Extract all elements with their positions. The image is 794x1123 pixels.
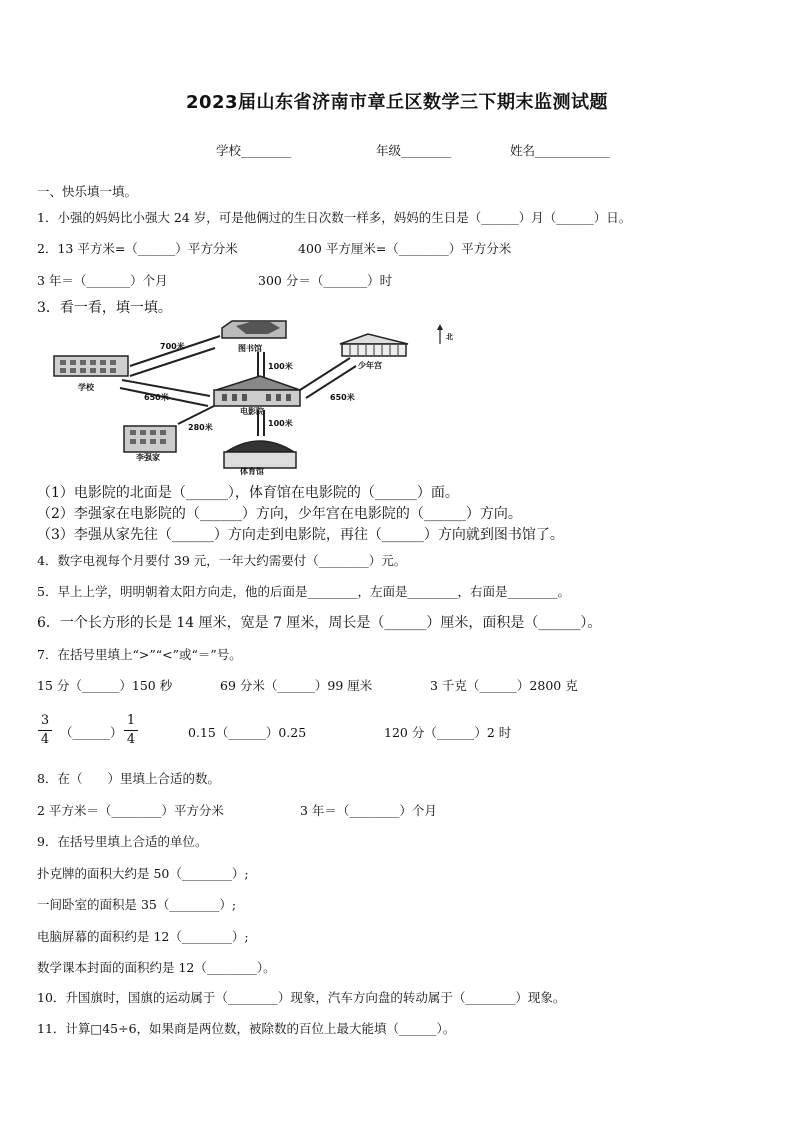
grade-field: 年级________ (376, 143, 452, 158)
fraction-compare-blank: （______） (60, 725, 123, 740)
distance-school-library: 700米 (160, 342, 185, 351)
map-diagram (50, 318, 470, 476)
question-5: 5．早上上学，明明朝着太阳方向走，他的后面是________，左面是________，右面是________。 (37, 584, 570, 599)
question-4: 4．数字电视每个月要付 39 元，一年大约需要付（________）元。 (37, 553, 407, 568)
question-7: 7．在括号里填上“>”“<”或“＝”号。 (37, 647, 242, 662)
question-10: 10．升国旗时，国旗的运动属于（________）现象，汽车方向盘的转动属于（________）现象。 (37, 990, 566, 1005)
question-8: 8．在（ ）里填上合适的数。 (37, 771, 220, 786)
fraction-left (38, 712, 52, 749)
fraction-right-numerator: 1 (124, 712, 138, 731)
question-3-2: （2）李强家在电影院的（______）方向，少年宫在电影院的（______）方向。 (37, 506, 522, 522)
map-label-youth-palace: 少年宫 (358, 361, 382, 370)
school-building-icon (54, 356, 128, 376)
school-field: 学校________ (216, 143, 292, 158)
question-9a: 扑克牌的面积大约是 50（________）; (37, 866, 249, 881)
fraction-left-denominator: 4 (40, 732, 50, 747)
question-7e: 0.15（______）0.25 (188, 725, 307, 740)
gym-building-icon (224, 441, 296, 468)
question-11: 11．计算□45÷6，如果商是两位数，被除数的百位上最大能填（______）。 (37, 1021, 456, 1036)
distance-school-cinema: 650米 (144, 393, 169, 402)
map-label-cinema: 电影院 (240, 407, 264, 416)
distance-cinema-gym: 100米 (268, 419, 293, 428)
north-arrow-icon (437, 324, 443, 344)
map-label-gym: 体育馆 (240, 467, 264, 476)
question-8a: 2 平方米＝（________）平方分米 (37, 803, 224, 818)
map-label-home: 李强家 (136, 453, 160, 462)
question-8b: 3 年＝（________）个月 (300, 803, 437, 818)
question-2d: 300 分＝（_______）时 (258, 273, 393, 288)
cinema-building-icon (214, 376, 300, 406)
fraction-right-denominator: 4 (126, 732, 136, 747)
question-7b: 69 分米（______）99 厘米 (220, 678, 373, 693)
question-6: 6．一个长方形的长是 14 厘米，宽是 7 厘米，周长是（______）厘米，面积是（______）。 (37, 615, 602, 631)
section-heading: 一、快乐填一填。 (37, 184, 138, 199)
map-label-school: 学校 (78, 383, 94, 392)
distance-home-cinema: 280米 (188, 423, 213, 432)
page-title: 2023届山东省济南市章丘区数学三下期末监测试题 (185, 92, 609, 113)
question-1: 1．小强的妈妈比小强大 24 岁，可是他俩过的生日次数一样多，妈妈的生日是（______）月（______）日。 (37, 210, 632, 225)
library-building-icon (222, 321, 286, 338)
name-field: 姓名____________ (510, 143, 611, 158)
north-label: 北 (446, 333, 453, 341)
distance-cinema-youth: 650米 (330, 393, 355, 402)
question-7c: 3 千克（______）2800 克 (430, 678, 578, 693)
distance-library-cinema: 100米 (268, 362, 293, 371)
youth-palace-building-icon (340, 334, 408, 356)
question-9d: 数学课本封面的面积约是 12（________）。 (37, 960, 276, 975)
question-9: 9．在括号里填上合适的单位。 (37, 834, 208, 849)
home-building-icon (124, 426, 176, 452)
question-9c: 电脑屏幕的面积约是 12（________）; (37, 929, 249, 944)
fraction-right (124, 712, 138, 749)
question-3: 3．看一看，填一填。 (37, 300, 172, 316)
fraction-left-numerator: 3 (38, 712, 52, 731)
question-2b: 400 平方厘米=（________）平方分米 (298, 241, 512, 256)
question-2c: 3 年＝（_______）个月 (37, 273, 168, 288)
question-7a: 15 分（______）150 秒 (37, 678, 173, 693)
question-2a: 2．13 平方米=（______）平方分米 (37, 241, 238, 256)
question-3-3: （3）李强从家先往（______）方向走到电影院，再往（______）方向就到图书馆了。 (37, 527, 564, 543)
question-7f: 120 分（______）2 时 (384, 725, 512, 740)
question-9b: 一间卧室的面积是 35（________）; (37, 897, 237, 912)
map-label-library: 图书馆 (238, 344, 262, 353)
question-3-1: （1）电影院的北面是（______），体育馆在电影院的（______）面。 (37, 485, 459, 501)
